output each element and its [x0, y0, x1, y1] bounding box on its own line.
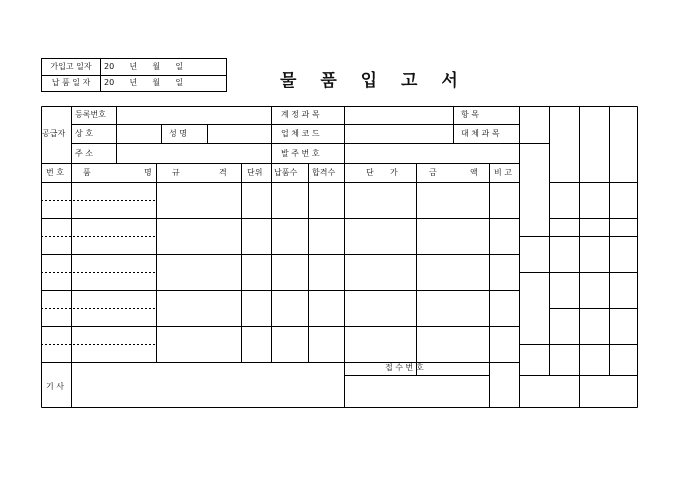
address-label: 주 소	[75, 149, 93, 158]
receipt-form-grid	[41, 106, 638, 408]
delivery-date-label: 납 품 일 자	[42, 75, 101, 91]
stock-in-date-row	[42, 59, 226, 76]
delivery-date-value[interactable]: 20 년 월 일	[104, 78, 184, 87]
item-label: 항 목	[461, 110, 479, 119]
date-header-box	[41, 58, 227, 92]
order-number-label: 발 주 번 호	[281, 149, 320, 158]
col-delivered: 납품수	[274, 168, 298, 177]
stock-in-date-value[interactable]: 20 년 월 일	[104, 62, 184, 71]
receipt-number-label: 접 수 번 호	[385, 363, 424, 372]
col-passed: 합격수	[312, 168, 336, 177]
company-name-label: 상 호	[75, 129, 93, 138]
remarks-label: 기 사	[46, 382, 64, 391]
col-price-a: 단	[366, 168, 374, 177]
col-spec-b: 격	[219, 168, 227, 177]
col-amount-b: 액	[470, 168, 478, 177]
representative-name-label: 성 명	[169, 129, 187, 138]
col-unit: 단위	[247, 168, 263, 177]
grid-lines	[41, 106, 638, 408]
col-amount-a: 금	[429, 168, 437, 177]
col-number: 번 호	[46, 168, 64, 177]
col-price-b: 가	[390, 168, 398, 177]
col-product-a: 품	[83, 168, 91, 177]
page-title: 물 품 입 고 서	[280, 71, 467, 91]
account-label: 계 정 과 목	[281, 110, 320, 119]
vendor-code-label: 업 체 코 드	[281, 129, 320, 138]
col-spec-a: 규	[172, 168, 180, 177]
delivery-date-row	[42, 75, 226, 91]
stock-in-date-label: 가입고 일자	[42, 59, 101, 75]
alternate-account-label: 대 체 과 목	[461, 129, 500, 138]
supplier-section-label: 공급자	[42, 129, 66, 138]
registration-number-label: 등록번호	[75, 110, 106, 119]
col-note: 비 고	[494, 168, 512, 177]
col-product-b: 명	[144, 168, 152, 177]
